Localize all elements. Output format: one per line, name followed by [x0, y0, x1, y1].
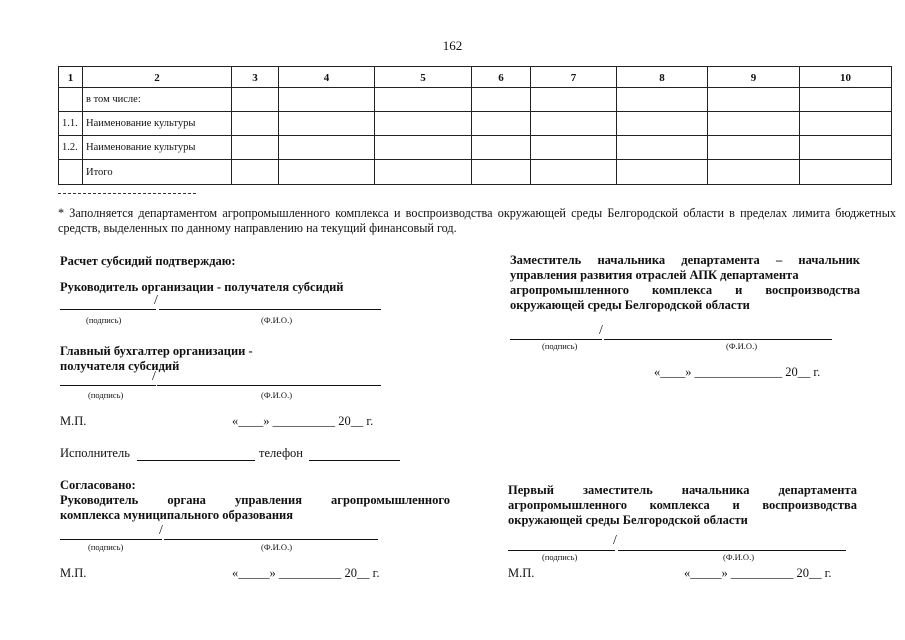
fio-caption: (Ф.И.О.)	[261, 390, 293, 400]
date-field[interactable]: «____» __________ 20__ г.	[232, 414, 374, 428]
chief-accountant-title	[60, 344, 253, 374]
executor-line[interactable]	[137, 460, 255, 461]
municipal-head-title	[60, 493, 450, 523]
column-header: 7	[531, 67, 617, 88]
deputy-head-line: управления развития отраслей АПК департамента	[510, 268, 799, 282]
stamp-place: М.П.	[60, 414, 87, 428]
executor-label: Исполнитель	[60, 446, 130, 460]
first-deputy-line: окружающей среды Белгородской области	[508, 513, 748, 527]
separator-slash: /	[159, 523, 163, 538]
table-row-total	[59, 160, 892, 185]
signature-line[interactable]	[60, 385, 156, 386]
signature-line[interactable]	[60, 539, 162, 540]
date-field[interactable]: «_____» __________ 20__ г.	[232, 566, 380, 580]
signature-line[interactable]	[510, 339, 602, 340]
separator-slash: /	[154, 293, 158, 308]
chief-accountant-line: получателя субсидий	[60, 359, 180, 373]
signature-caption: (подпись)	[86, 315, 122, 325]
column-header: 10	[800, 67, 892, 88]
row-name: Наименование культуры	[83, 112, 232, 136]
fio-line[interactable]	[604, 339, 832, 340]
deputy-head-title	[510, 253, 860, 313]
date-field[interactable]: «_____» __________ 20__ г.	[684, 566, 832, 580]
head-organization-title: Руководитель организации - получателя субсидий	[60, 280, 344, 294]
fio-line[interactable]	[618, 550, 846, 551]
chief-accountant-line: Главный бухгалтер организации -	[60, 344, 253, 358]
phone-label: телефон	[259, 446, 303, 460]
deputy-head-line: агропромышленного комплекса и воспроизводства	[510, 283, 860, 297]
table-header-row	[59, 67, 892, 88]
table-row	[59, 112, 892, 136]
table-row	[59, 136, 892, 160]
separator-slash: /	[613, 533, 617, 548]
confirm-heading: Расчет субсидий подтверждаю:	[60, 254, 236, 268]
deputy-head-line: окружающей среды Белгородской области	[510, 298, 750, 312]
page-number: 162	[442, 38, 463, 53]
fio-caption: (Ф.И.О.)	[261, 315, 293, 325]
row-number: 1.2.	[59, 136, 83, 160]
fio-caption: (Ф.И.О.)	[723, 552, 755, 562]
date-field[interactable]: «____» ______________ 20__ г.	[654, 365, 821, 379]
stamp-place: М.П.	[60, 566, 87, 580]
fio-line[interactable]	[159, 309, 381, 310]
stamp-place: М.П.	[508, 566, 535, 580]
signature-line[interactable]	[60, 309, 156, 310]
row-name: Итого	[83, 160, 232, 185]
fio-line[interactable]	[157, 385, 381, 386]
row-name: Наименование культуры	[83, 136, 232, 160]
municipal-head-line: Руководитель органа управления агропромышленного	[60, 493, 450, 507]
municipal-head-line: комплекса муниципального образования	[60, 508, 294, 522]
signature-caption: (подпись)	[542, 341, 578, 351]
column-header: 6	[472, 67, 531, 88]
column-header: 3	[232, 67, 279, 88]
fio-caption: (Ф.И.О.)	[726, 341, 758, 351]
first-deputy-line: Первый заместитель начальника департамента	[508, 483, 857, 497]
phone-line[interactable]	[309, 460, 400, 461]
column-header: 4	[279, 67, 375, 88]
signature-caption: (подпись)	[88, 390, 124, 400]
fio-caption: (Ф.И.О.)	[261, 542, 293, 552]
column-header: 9	[708, 67, 800, 88]
footnote: * Заполняется департаментом агропромышленного комплекса и воспроизводства окружающей среды Белгородской области в пределах лимита бюджетных средств, выделенных по данному направлению на текущий финансовый год.	[58, 206, 896, 235]
table-row	[59, 88, 892, 112]
column-header: 5	[375, 67, 472, 88]
fio-line[interactable]	[164, 539, 378, 540]
footnote-divider	[58, 193, 196, 194]
column-header: 1	[59, 67, 83, 88]
row-number	[59, 88, 83, 112]
signature-caption: (подпись)	[88, 542, 124, 552]
column-header: 8	[617, 67, 708, 88]
row-number: 1.1.	[59, 112, 83, 136]
separator-slash: /	[152, 369, 156, 384]
first-deputy-title	[508, 483, 857, 528]
row-number	[59, 160, 83, 185]
row-name: в том числе:	[83, 88, 232, 112]
column-header: 2	[83, 67, 232, 88]
signature-line[interactable]	[508, 550, 615, 551]
signature-caption: (подпись)	[542, 552, 578, 562]
deputy-head-line: Заместитель начальника департамента – начальник	[510, 253, 860, 267]
agreed-heading: Согласовано:	[60, 478, 136, 492]
first-deputy-line: агропромышленного комплекса и воспроизводства	[508, 498, 857, 512]
subsidy-table	[58, 66, 892, 185]
separator-slash: /	[599, 323, 603, 338]
